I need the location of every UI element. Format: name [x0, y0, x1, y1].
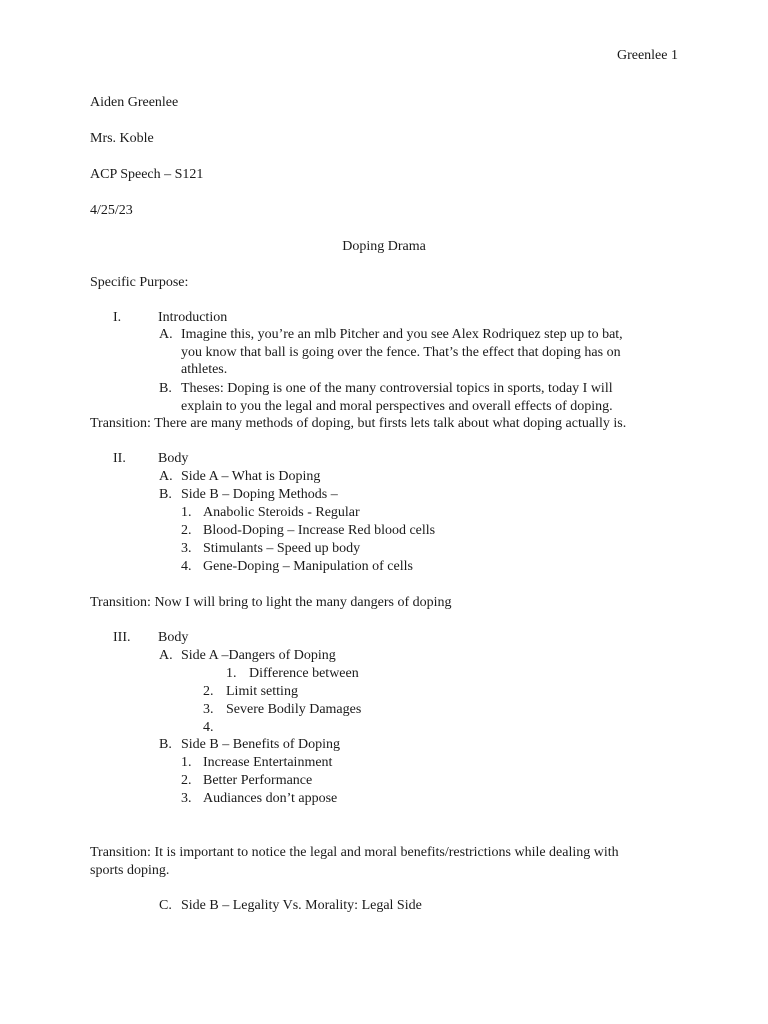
list-marker: C. [159, 898, 172, 913]
list-item-text: Gene-Doping – Manipulation of cells [203, 559, 413, 574]
list-item-text: Severe Bodily Damages [226, 702, 362, 717]
list-item-text: Anabolic Steroids - Regular [203, 505, 360, 520]
list-marker: 4. [203, 720, 214, 735]
list-marker: 1. [181, 505, 192, 520]
list-marker: B. [159, 737, 172, 752]
teacher-name: Mrs. Koble [90, 131, 154, 146]
list-marker: A. [159, 469, 173, 484]
list-marker: B. [159, 381, 172, 396]
specific-purpose-label: Specific Purpose: [90, 275, 189, 290]
list-item-text: athletes. [181, 362, 228, 377]
transition-2: Transition: Now I will bring to light the many dangers of doping [90, 595, 452, 610]
list-item-text: you know that ball is going over the fence. That’s the effect that doping has on [181, 345, 621, 360]
transition-1: Transition: There are many methods of doping, but firsts lets talk about what doping actually is. [90, 416, 627, 431]
document-title: Doping Drama [342, 239, 426, 254]
transition-3-line-2: sports doping. [90, 863, 170, 878]
list-item-text: Side B – Doping Methods – [181, 487, 338, 502]
list-marker: 3. [181, 541, 192, 556]
list-marker: 2. [203, 684, 214, 699]
list-item-text: Side B – Legality Vs. Morality: Legal Side [181, 898, 422, 913]
list-marker: 1. [181, 755, 192, 770]
list-item-text: Limit setting [226, 684, 298, 699]
list-marker: 3. [181, 791, 192, 806]
date: 4/25/23 [90, 203, 133, 218]
list-item-text: Blood-Doping – Increase Red blood cells [203, 523, 436, 538]
list-item-text: Theses: Doping is one of the many controversial topics in sports, today I will [181, 381, 613, 396]
list-marker: 4. [181, 559, 192, 574]
list-item-text: Imagine this, you’re an mlb Pitcher and you see Alex Rodriquez step up to bat, [181, 327, 623, 342]
list-marker: 2. [181, 773, 192, 788]
list-item-text: Stimulants – Speed up body [203, 541, 361, 556]
section-numeral-1: I. [113, 310, 122, 325]
course-name: ACP Speech – S121 [90, 167, 204, 182]
transition-3-line-1: Transition: It is important to notice the legal and moral benefits/restrictions while dealing with [90, 845, 619, 860]
list-item-text: Side A – What is Doping [181, 469, 321, 484]
author-name: Aiden Greenlee [90, 95, 179, 110]
list-item-text: Side B – Benefits of Doping [181, 737, 341, 752]
section-title-2: Body [158, 451, 189, 466]
list-marker: A. [159, 327, 173, 342]
section-title-1: Introduction [158, 310, 228, 325]
section-title-3: Body [158, 630, 189, 645]
list-marker: 2. [181, 523, 192, 538]
list-item-text: Increase Entertainment [203, 755, 333, 770]
list-marker: 1. [226, 666, 237, 681]
list-item-text: Better Performance [203, 773, 313, 788]
list-marker: B. [159, 487, 172, 502]
list-item-text: Side A –Dangers of Doping [181, 648, 336, 663]
list-item-text: Audiances don’t appose [203, 791, 338, 806]
page-number: Greenlee 1 [616, 48, 678, 63]
section-numeral-3: III. [113, 630, 131, 645]
list-marker: 3. [203, 702, 214, 717]
list-marker: A. [159, 648, 173, 663]
section-numeral-2: II. [113, 451, 126, 466]
list-item-text: explain to you the legal and moral perspectives and overall effects of doping. [181, 399, 613, 414]
list-item-text: Difference between [249, 666, 359, 681]
